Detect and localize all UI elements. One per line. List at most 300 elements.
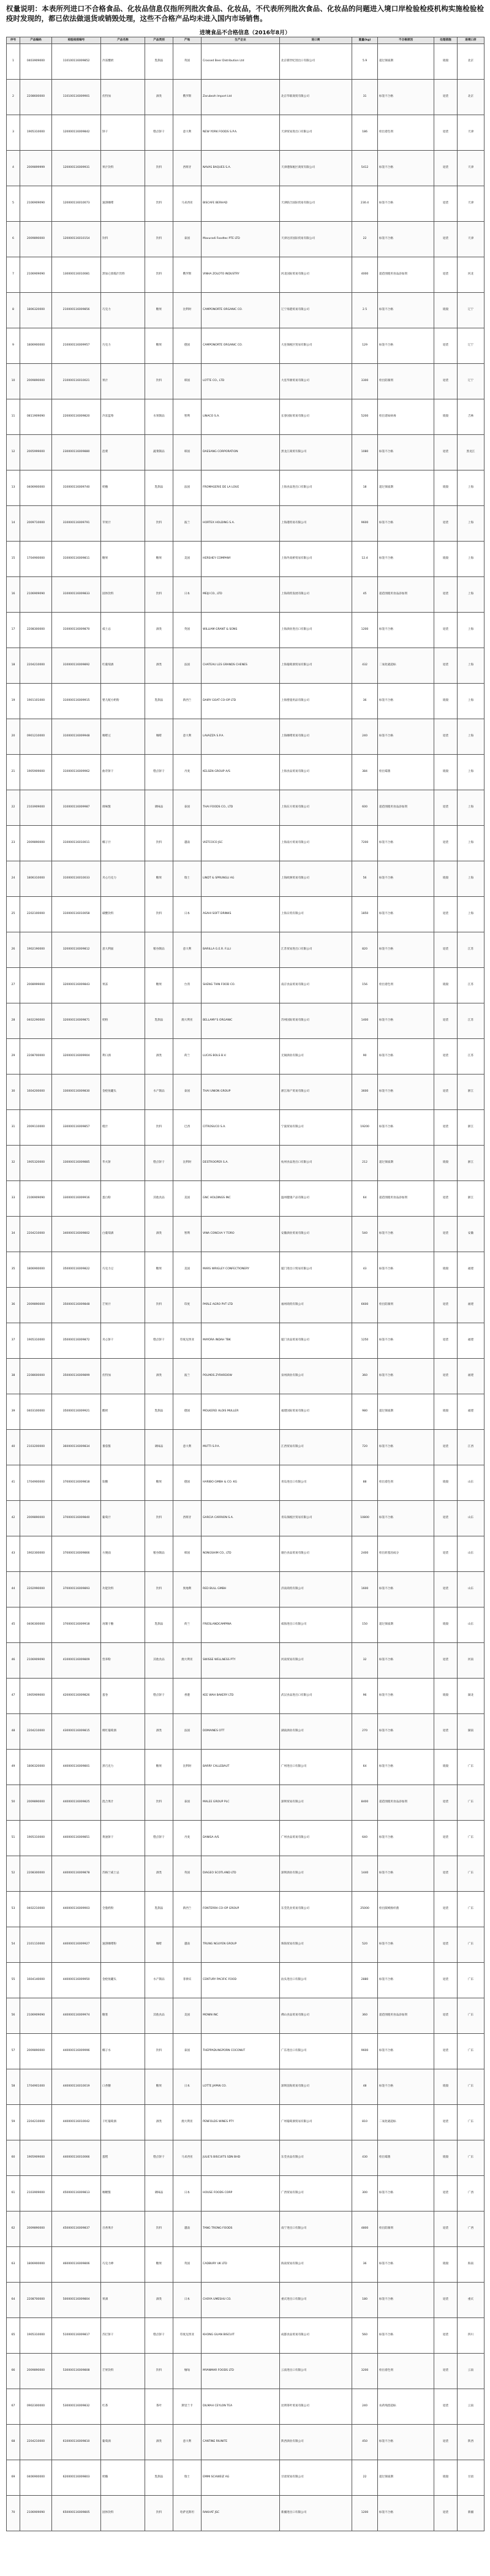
table-cell: 上海欧洲贸易有限公司 bbox=[280, 861, 352, 897]
table-cell: 2208600000 bbox=[20, 1359, 52, 1394]
table-cell: 糕点饼干 bbox=[145, 1146, 173, 1181]
table-cell: 2204210000 bbox=[20, 2105, 52, 2140]
table-header-row bbox=[7, 37, 484, 44]
table-cell: 农药残留超标 bbox=[378, 2389, 434, 2425]
table-row bbox=[7, 2389, 484, 2425]
table-cell: 2202100000 bbox=[20, 897, 52, 932]
table-cell: 饮料 bbox=[145, 897, 173, 932]
table-cell: 销毁 bbox=[434, 2247, 458, 2283]
table-cell: 212 bbox=[352, 1146, 378, 1181]
table-row bbox=[7, 613, 484, 648]
table-cell: 长春国际贸易有限公司 bbox=[280, 399, 352, 435]
column-header: 生产企业 bbox=[202, 37, 280, 44]
table-cell: 杭州食品进出口有限公司 bbox=[280, 1146, 352, 1181]
table-cell: 广东 bbox=[458, 1927, 484, 1963]
table-cell: 销毁 bbox=[434, 542, 458, 577]
table-cell: 上海葡萄酒贸易有限公司 bbox=[280, 648, 352, 684]
table-cell: 东莞食品有限公司 bbox=[280, 2140, 352, 2176]
table-cell: 退货 bbox=[434, 1110, 458, 1146]
table-cell: 印度尼西亚 bbox=[173, 1323, 202, 1359]
table-cell: 上海食品贸易有限公司 bbox=[280, 755, 352, 790]
table-cell: 1806900000 bbox=[20, 328, 52, 364]
table-cell: 饼干 bbox=[101, 115, 145, 151]
table-cell: JULIE'S BISCUITS SDN BHD bbox=[202, 2140, 280, 2176]
table-row bbox=[7, 115, 484, 151]
table-row bbox=[7, 2283, 484, 2318]
table-cell: 南宁进出口有限公司 bbox=[280, 2212, 352, 2247]
table-cell: 2880 bbox=[352, 1963, 378, 1998]
table-cell: 1902300000 bbox=[20, 1536, 52, 1572]
table-cell: 销毁 bbox=[434, 1394, 458, 1430]
table-cell: 退货 bbox=[434, 2176, 458, 2212]
table-cell: 1806320000 bbox=[20, 1750, 52, 1785]
table-row bbox=[7, 1679, 484, 1714]
table-cell: 2009890000 bbox=[20, 2034, 52, 2069]
table-cell: 德国 bbox=[173, 1465, 202, 1501]
table-cell: 陕西酒业有限公司 bbox=[280, 2425, 352, 2460]
table-cell: 129 bbox=[352, 328, 378, 364]
table-cell: 4 bbox=[7, 151, 20, 186]
table-cell: 广东 bbox=[458, 1821, 484, 1856]
table-row bbox=[7, 1963, 484, 1998]
table-cell: 酒类 bbox=[145, 2425, 173, 2460]
table-cell: 310000116009833 bbox=[52, 577, 101, 613]
table-cell: 330000116009830 bbox=[52, 1075, 101, 1110]
table-cell: 粮谷制品 bbox=[145, 1536, 173, 1572]
table-cell: 1704900000 bbox=[20, 1465, 52, 1501]
table-row bbox=[7, 186, 484, 222]
table-cell: 上海酒业进出口有限公司 bbox=[280, 613, 352, 648]
table-cell: 22 bbox=[7, 790, 20, 826]
table-cell: EMMI SCHWEIZ AG bbox=[202, 2460, 280, 2496]
table-cell: 上海 bbox=[458, 719, 484, 755]
table-cell: 2204210000 bbox=[20, 1714, 52, 1750]
table-cell: 广东 bbox=[458, 2034, 484, 2069]
table-cell: 乳制品 bbox=[145, 470, 173, 506]
table-cell: 1901101000 bbox=[20, 684, 52, 719]
table-cell: 退货 bbox=[434, 1359, 458, 1394]
table-cell: 全脂奶粉 bbox=[101, 1892, 145, 1927]
table-cell: 智利 bbox=[173, 1217, 202, 1252]
table-cell: 退货 bbox=[434, 932, 458, 968]
table-cell: 25000 bbox=[352, 1892, 378, 1927]
table-cell: BISCAFE BERHAD bbox=[202, 186, 280, 222]
table-cell: VINA CONCHA Y TORO bbox=[202, 1217, 280, 1252]
table-row bbox=[7, 577, 484, 613]
table-cell: 酒类 bbox=[145, 2283, 173, 2318]
table-cell: 日本 bbox=[173, 577, 202, 613]
table-cell: 新西兰 bbox=[173, 1892, 202, 1927]
table-cell: 5200 bbox=[352, 399, 378, 435]
table-cell: 重庆进出口有限公司 bbox=[280, 2283, 352, 2318]
table-cell: 新疆 bbox=[458, 2496, 484, 2531]
table-cell: 退货 bbox=[434, 1821, 458, 1856]
table-row bbox=[7, 1252, 484, 1288]
table-cell: 标签不合格 bbox=[378, 1359, 434, 1394]
table-cell: 370000116009818 bbox=[52, 1465, 101, 1501]
table-cell: 1704901000 bbox=[20, 2069, 52, 2105]
table-cell: 销毁 bbox=[434, 470, 458, 506]
table-cell: 上海 bbox=[458, 542, 484, 577]
table-cell: 法国 bbox=[173, 470, 202, 506]
table-row bbox=[7, 1998, 484, 2034]
table-cell: 2009890000 bbox=[20, 2354, 52, 2389]
table-cell: 巴西 bbox=[173, 1110, 202, 1146]
table-cell: 2009890000 bbox=[20, 1785, 52, 1821]
table-cell: 上海外高桥贸易有限公司 bbox=[280, 542, 352, 577]
table-cell: 西班牙 bbox=[173, 1501, 202, 1536]
table-cell: 糖果 bbox=[145, 861, 173, 897]
table-cell: 二氧化硫超标 bbox=[378, 2105, 434, 2140]
table-cell: DAIRY GOAT CO-OP LTD bbox=[202, 684, 280, 719]
table-cell: 340000116009802 bbox=[52, 1217, 101, 1252]
table-cell: 天津贸易进出口有限公司 bbox=[280, 115, 352, 151]
table-cell: 320000116009812 bbox=[52, 932, 101, 968]
table-cell: 泰国 bbox=[173, 222, 202, 257]
table-cell: 甘肃 bbox=[458, 2460, 484, 2496]
table-cell: 白葡萄酒 bbox=[101, 1217, 145, 1252]
table-cell: 330000116009885 bbox=[52, 1146, 101, 1181]
table-cell: 22 bbox=[352, 222, 378, 257]
table-cell: 退货 bbox=[434, 1856, 458, 1892]
table-cell: 英国 bbox=[173, 613, 202, 648]
table-cell: 48 bbox=[7, 1714, 20, 1750]
table-cell: 威士忌 bbox=[101, 613, 145, 648]
table-cell: 标签不合格 bbox=[378, 2034, 434, 2069]
table-cell: CAMPONORTE ORGANIC CO. bbox=[202, 328, 280, 364]
table-cell: 俄罗斯 bbox=[173, 257, 202, 293]
table-cell: 饮料 bbox=[145, 364, 173, 399]
table-cell: 葡萄汁 bbox=[101, 1501, 145, 1536]
table-cell: 2208300000 bbox=[20, 1856, 52, 1892]
table-cell: 56 bbox=[352, 861, 378, 897]
table-cell: 2009890000 bbox=[20, 1288, 52, 1323]
table-cell: 日本 bbox=[173, 2176, 202, 2212]
table-row bbox=[7, 2425, 484, 2460]
table-cell: 440000116009996 bbox=[52, 2034, 101, 2069]
table-cell: 山东 bbox=[458, 1607, 484, 1643]
table-cell: 意大利 bbox=[173, 932, 202, 968]
table-cell: 1080 bbox=[352, 435, 378, 470]
table-cell: 曲奇饼干 bbox=[101, 755, 145, 790]
table-cell: 糕点饼干 bbox=[145, 2318, 173, 2354]
table-cell: CADBURY UK LTD bbox=[202, 2247, 280, 2283]
table-cell: TANG TRONG FOODS bbox=[202, 2212, 280, 2247]
table-cell: 检出防腐剂 bbox=[378, 364, 434, 399]
table-cell: 湖南酒业有限公司 bbox=[280, 1714, 352, 1750]
table-cell: 标签不合格 bbox=[378, 1963, 434, 1998]
table-cell: 标签不合格 bbox=[378, 1714, 434, 1750]
table-cell: 辽宁 bbox=[458, 364, 484, 399]
table-row bbox=[7, 328, 484, 364]
table-row bbox=[7, 435, 484, 470]
table-cell: 德国 bbox=[173, 328, 202, 364]
table-cell: 350000116009872 bbox=[52, 1323, 101, 1359]
table-cell: 510000116009817 bbox=[52, 2318, 101, 2354]
table-cell: 销毁 bbox=[434, 2069, 458, 2105]
table-cell: 检出着色剂 bbox=[378, 115, 434, 151]
table-cell: 标签不合格 bbox=[378, 1110, 434, 1146]
table-cell: 水产制品 bbox=[145, 1963, 173, 1998]
table-cell: 1440 bbox=[352, 1856, 378, 1892]
table-cell: LINACO S.A. bbox=[202, 399, 280, 435]
table-cell: 23 bbox=[7, 826, 20, 861]
table-cell: 澳大利亚 bbox=[173, 1003, 202, 1039]
table-cell: 大连华源贸易有限公司 bbox=[280, 364, 352, 399]
table-row bbox=[7, 399, 484, 435]
table-cell: 波兰 bbox=[173, 1359, 202, 1394]
table-cell: 6600 bbox=[352, 1288, 378, 1323]
table-cell: 450 bbox=[352, 2425, 378, 2460]
table-cell: 55 bbox=[7, 1963, 20, 1998]
table-cell: 南京食品贸易有限公司 bbox=[280, 968, 352, 1003]
table-cell: 标签不合格 bbox=[378, 2247, 434, 2283]
table-cell: 江西贸易有限公司 bbox=[280, 1430, 352, 1465]
table-cell: 黑龙江商贸有限公司 bbox=[280, 435, 352, 470]
table-cell: 丹麦 bbox=[173, 1821, 202, 1856]
table-row bbox=[7, 1146, 484, 1181]
table-cell: 3 bbox=[7, 115, 20, 151]
table-cell: 饮料 bbox=[145, 2034, 173, 2069]
table-cell: 31 bbox=[352, 80, 378, 115]
table-cell: 江西 bbox=[458, 1430, 484, 1465]
table-cell: VIETCOCO JSC bbox=[202, 826, 280, 861]
table-cell: 广东 bbox=[458, 2140, 484, 2176]
table-cell: LINDT & SPRUNGLI AG bbox=[202, 861, 280, 897]
table-cell: 350000116009921 bbox=[52, 1394, 101, 1430]
table-cell: 退货 bbox=[434, 1927, 458, 1963]
table-cell: 温州健康产品有限公司 bbox=[280, 1181, 352, 1217]
table-cell: 天津 bbox=[458, 151, 484, 186]
table-cell: 糖浆 bbox=[101, 1998, 145, 2034]
table-cell: 18 bbox=[7, 648, 20, 684]
table-cell: 方便面 bbox=[101, 1536, 145, 1572]
table-cell: 3600 bbox=[352, 1075, 378, 1110]
table-cell: 49 bbox=[7, 1750, 20, 1785]
table-cell: 标签不合格 bbox=[378, 1572, 434, 1607]
table-cell: 福建国际贸易有限公司 bbox=[280, 1394, 352, 1430]
table-cell: 超范围使用食品添加剂 bbox=[378, 257, 434, 293]
table-cell: 广西 bbox=[458, 2212, 484, 2247]
table-row bbox=[7, 1892, 484, 1927]
table-cell: 无锡酒业有限公司 bbox=[280, 1039, 352, 1075]
table-cell: 54 bbox=[7, 1927, 20, 1963]
table-cell: MARS WRIGLEY CONFECTIONERY bbox=[202, 1252, 280, 1288]
table-cell: 310000116009915 bbox=[52, 684, 101, 719]
table-cell: 广东 bbox=[458, 1785, 484, 1821]
table-cell: 退货 bbox=[434, 1785, 458, 1821]
table-cell: 320000116009871 bbox=[52, 1003, 101, 1039]
table-cell: 标签不合格 bbox=[378, 861, 434, 897]
table-cell: DIAGEO SCOTLAND LTD bbox=[202, 1856, 280, 1892]
table-cell: 退货 bbox=[434, 506, 458, 542]
table-row bbox=[7, 1465, 484, 1501]
table-cell: 1905909000 bbox=[20, 755, 52, 790]
table-cell: GARCIA CARRION S.A. bbox=[202, 1501, 280, 1536]
table-cell: 广东 bbox=[458, 2105, 484, 2140]
table-cell: 1806320000 bbox=[20, 293, 52, 328]
table-cell: 台湾 bbox=[173, 968, 202, 1003]
table-cell: 50 bbox=[7, 1785, 20, 1821]
table-row bbox=[7, 1217, 484, 1252]
table-cell: 饮料 bbox=[145, 2354, 173, 2389]
table-cell: Zarubezh Import Ltd bbox=[202, 80, 280, 115]
table-cell: 河南贸易有限公司 bbox=[280, 1643, 352, 1679]
table-cell: 120000116010073 bbox=[52, 186, 101, 222]
table-cell: 63 bbox=[7, 2247, 20, 2283]
table-row bbox=[7, 257, 484, 293]
table-cell: 7 bbox=[7, 257, 20, 293]
table-cell: 标签不合格 bbox=[378, 1039, 434, 1075]
table-cell: 标签不合格 bbox=[378, 2283, 434, 2318]
table-cell: 标签不合格 bbox=[378, 186, 434, 222]
table-cell: 马来西亚 bbox=[173, 186, 202, 222]
table-cell: 海南贸易有限公司 bbox=[280, 2247, 352, 2283]
table-cell: 糖果 bbox=[145, 1465, 173, 1501]
table-cell: 荷兰 bbox=[173, 1607, 202, 1643]
table-cell: 40 bbox=[7, 1430, 20, 1465]
table-cell: 2202990000 bbox=[20, 1572, 52, 1607]
table-cell: 720 bbox=[352, 1430, 378, 1465]
table-cell: 0811909090 bbox=[20, 399, 52, 435]
table-cell: 1 bbox=[7, 44, 20, 80]
table-cell: 810 bbox=[352, 2105, 378, 2140]
table-cell: 云南 bbox=[458, 2354, 484, 2389]
table-cell: 0902300000 bbox=[20, 2389, 52, 2425]
table-cell: 310000116009791 bbox=[52, 506, 101, 542]
table-cell: 美国 bbox=[173, 1998, 202, 2034]
table-cell: 酒类 bbox=[145, 613, 173, 648]
table-cell: 黑加仑浓缩汁饮料 bbox=[101, 257, 145, 293]
table-cell: 320000116009904 bbox=[52, 1039, 101, 1075]
table-cell: 退货 bbox=[434, 2283, 458, 2318]
table-cell: 越南 bbox=[173, 826, 202, 861]
table-cell: 番茄酱 bbox=[101, 1430, 145, 1465]
table-cell: 茶叶 bbox=[145, 2389, 173, 2425]
table-cell: 35 bbox=[7, 1252, 20, 1288]
table-cell: 上海 bbox=[458, 648, 484, 684]
table-cell: 48 bbox=[352, 2069, 378, 2105]
table-cell: 标签不合格 bbox=[378, 1323, 434, 1359]
table-cell: 上海 bbox=[458, 897, 484, 932]
table-cell: 退货 bbox=[434, 1643, 458, 1679]
table-cell: 上海东方贸易有限公司 bbox=[280, 790, 352, 826]
table-cell: 440000116009950 bbox=[52, 1963, 101, 1998]
table-cell: DESTROOPER S.A. bbox=[202, 1146, 280, 1181]
table-cell: 19200 bbox=[352, 1110, 378, 1146]
table-cell: 广州葡萄酒贸易有限公司 bbox=[280, 2105, 352, 2140]
table-cell: 日本 bbox=[173, 2069, 202, 2105]
table-cell: HOUSE FOODS CORP bbox=[202, 2176, 280, 2212]
table-row bbox=[7, 80, 484, 115]
table-cell: 江苏 bbox=[458, 932, 484, 968]
table-cell: 2204210000 bbox=[20, 2425, 52, 2460]
table-cell: 310000116009811 bbox=[52, 542, 101, 577]
table-cell: 56 bbox=[7, 1998, 20, 2034]
table-cell: 430 bbox=[352, 2140, 378, 2176]
table-cell: 2005999000 bbox=[20, 435, 52, 470]
table-cell: 酒类 bbox=[145, 1359, 173, 1394]
table-cell: MONIN INC bbox=[202, 1998, 280, 2034]
table-cell: LOTTE CO., LTD bbox=[202, 364, 280, 399]
table-cell: 销毁 bbox=[434, 968, 458, 1003]
table-cell: 980 bbox=[352, 1394, 378, 1430]
table-cell: 1905310000 bbox=[20, 1323, 52, 1359]
table-cell: 福建 bbox=[458, 1394, 484, 1430]
table-cell: 30 bbox=[7, 1075, 20, 1110]
table-cell: 青岛进出口有限公司 bbox=[280, 1465, 352, 1501]
table-row bbox=[7, 1750, 484, 1785]
table-cell: 0402210000 bbox=[20, 1892, 52, 1927]
table-cell: 退货 bbox=[434, 1003, 458, 1039]
table-cell: CITROSUCO S.A. bbox=[202, 1110, 280, 1146]
table-cell: 150 bbox=[352, 1607, 378, 1643]
table-cell: 浙江 bbox=[458, 1075, 484, 1110]
table-cell: 2106909090 bbox=[20, 1998, 52, 2034]
table-cell: 糕点饼干 bbox=[145, 1323, 173, 1359]
table-cell: 530000116009832 bbox=[52, 2389, 101, 2425]
table-row bbox=[7, 790, 484, 826]
table-cell: 9 bbox=[7, 328, 20, 364]
table-cell: 410000116009809 bbox=[52, 1643, 101, 1679]
table-cell: 糖果 bbox=[145, 293, 173, 328]
table-row bbox=[7, 2318, 484, 2354]
table-cell: 退货 bbox=[434, 719, 458, 755]
table-cell: 蔬菜制品 bbox=[145, 435, 173, 470]
table-cell: 退货 bbox=[434, 790, 458, 826]
table-cell: 退货 bbox=[434, 2034, 458, 2069]
table-cell: 350000116009899 bbox=[52, 1359, 101, 1394]
table-row bbox=[7, 2247, 484, 2283]
table-cell: 干红葡萄酒 bbox=[101, 2105, 145, 2140]
table-cell: 伏特加 bbox=[101, 1359, 145, 1394]
table-cell: 330000116009857 bbox=[52, 1110, 101, 1146]
table-cell: 黄油饼干 bbox=[101, 1821, 145, 1856]
table-cell: 果冻 bbox=[101, 968, 145, 1003]
table-cell: 43 bbox=[352, 1252, 378, 1288]
table-cell: MOLKEREI ALOIS MULLER bbox=[202, 1394, 280, 1430]
table-cell: 上海 bbox=[458, 613, 484, 648]
table-cell: 1400 bbox=[352, 1003, 378, 1039]
table-cell: 70 bbox=[7, 2496, 20, 2531]
table-cell: 饮料 bbox=[145, 1110, 173, 1146]
table-cell: 泰国 bbox=[173, 2034, 202, 2069]
table-cell: 销毁 bbox=[434, 1750, 458, 1785]
table-cell: 39 bbox=[7, 1394, 20, 1430]
table-cell: 650000116009805 bbox=[52, 2496, 101, 2531]
table-cell: KEE WAH BAKERY LTD bbox=[202, 1679, 280, 1714]
table-cell: 销毁 bbox=[434, 1607, 458, 1643]
table-row bbox=[7, 1003, 484, 1039]
table-cell: ASAHI SOFT DRINKS bbox=[202, 897, 280, 932]
table-cell: 比利时 bbox=[173, 1750, 202, 1785]
table-cell: 2400 bbox=[352, 1536, 378, 1572]
table-cell: 500000116009804 bbox=[52, 2283, 101, 2318]
table-cell: 上海 bbox=[458, 684, 484, 719]
table-cell: 冷冻酸奶 bbox=[101, 44, 145, 80]
table-cell: 深圳前海贸易有限公司 bbox=[280, 2069, 352, 2105]
table-row bbox=[7, 2212, 484, 2247]
table-cell: 检出阪崎肠杆菌 bbox=[378, 1892, 434, 1927]
table-cell: 310000116010033 bbox=[52, 861, 101, 897]
table-cell: 17 bbox=[7, 613, 20, 648]
table-cell: 65 bbox=[7, 2318, 20, 2354]
table-cell: 瑞士 bbox=[173, 861, 202, 897]
table-cell: 饮料 bbox=[145, 1785, 173, 1821]
table-cell: 2101110000 bbox=[20, 1927, 52, 1963]
table-cell: 安徽 bbox=[458, 1217, 484, 1252]
table-cell: 退货 bbox=[434, 1181, 458, 1217]
